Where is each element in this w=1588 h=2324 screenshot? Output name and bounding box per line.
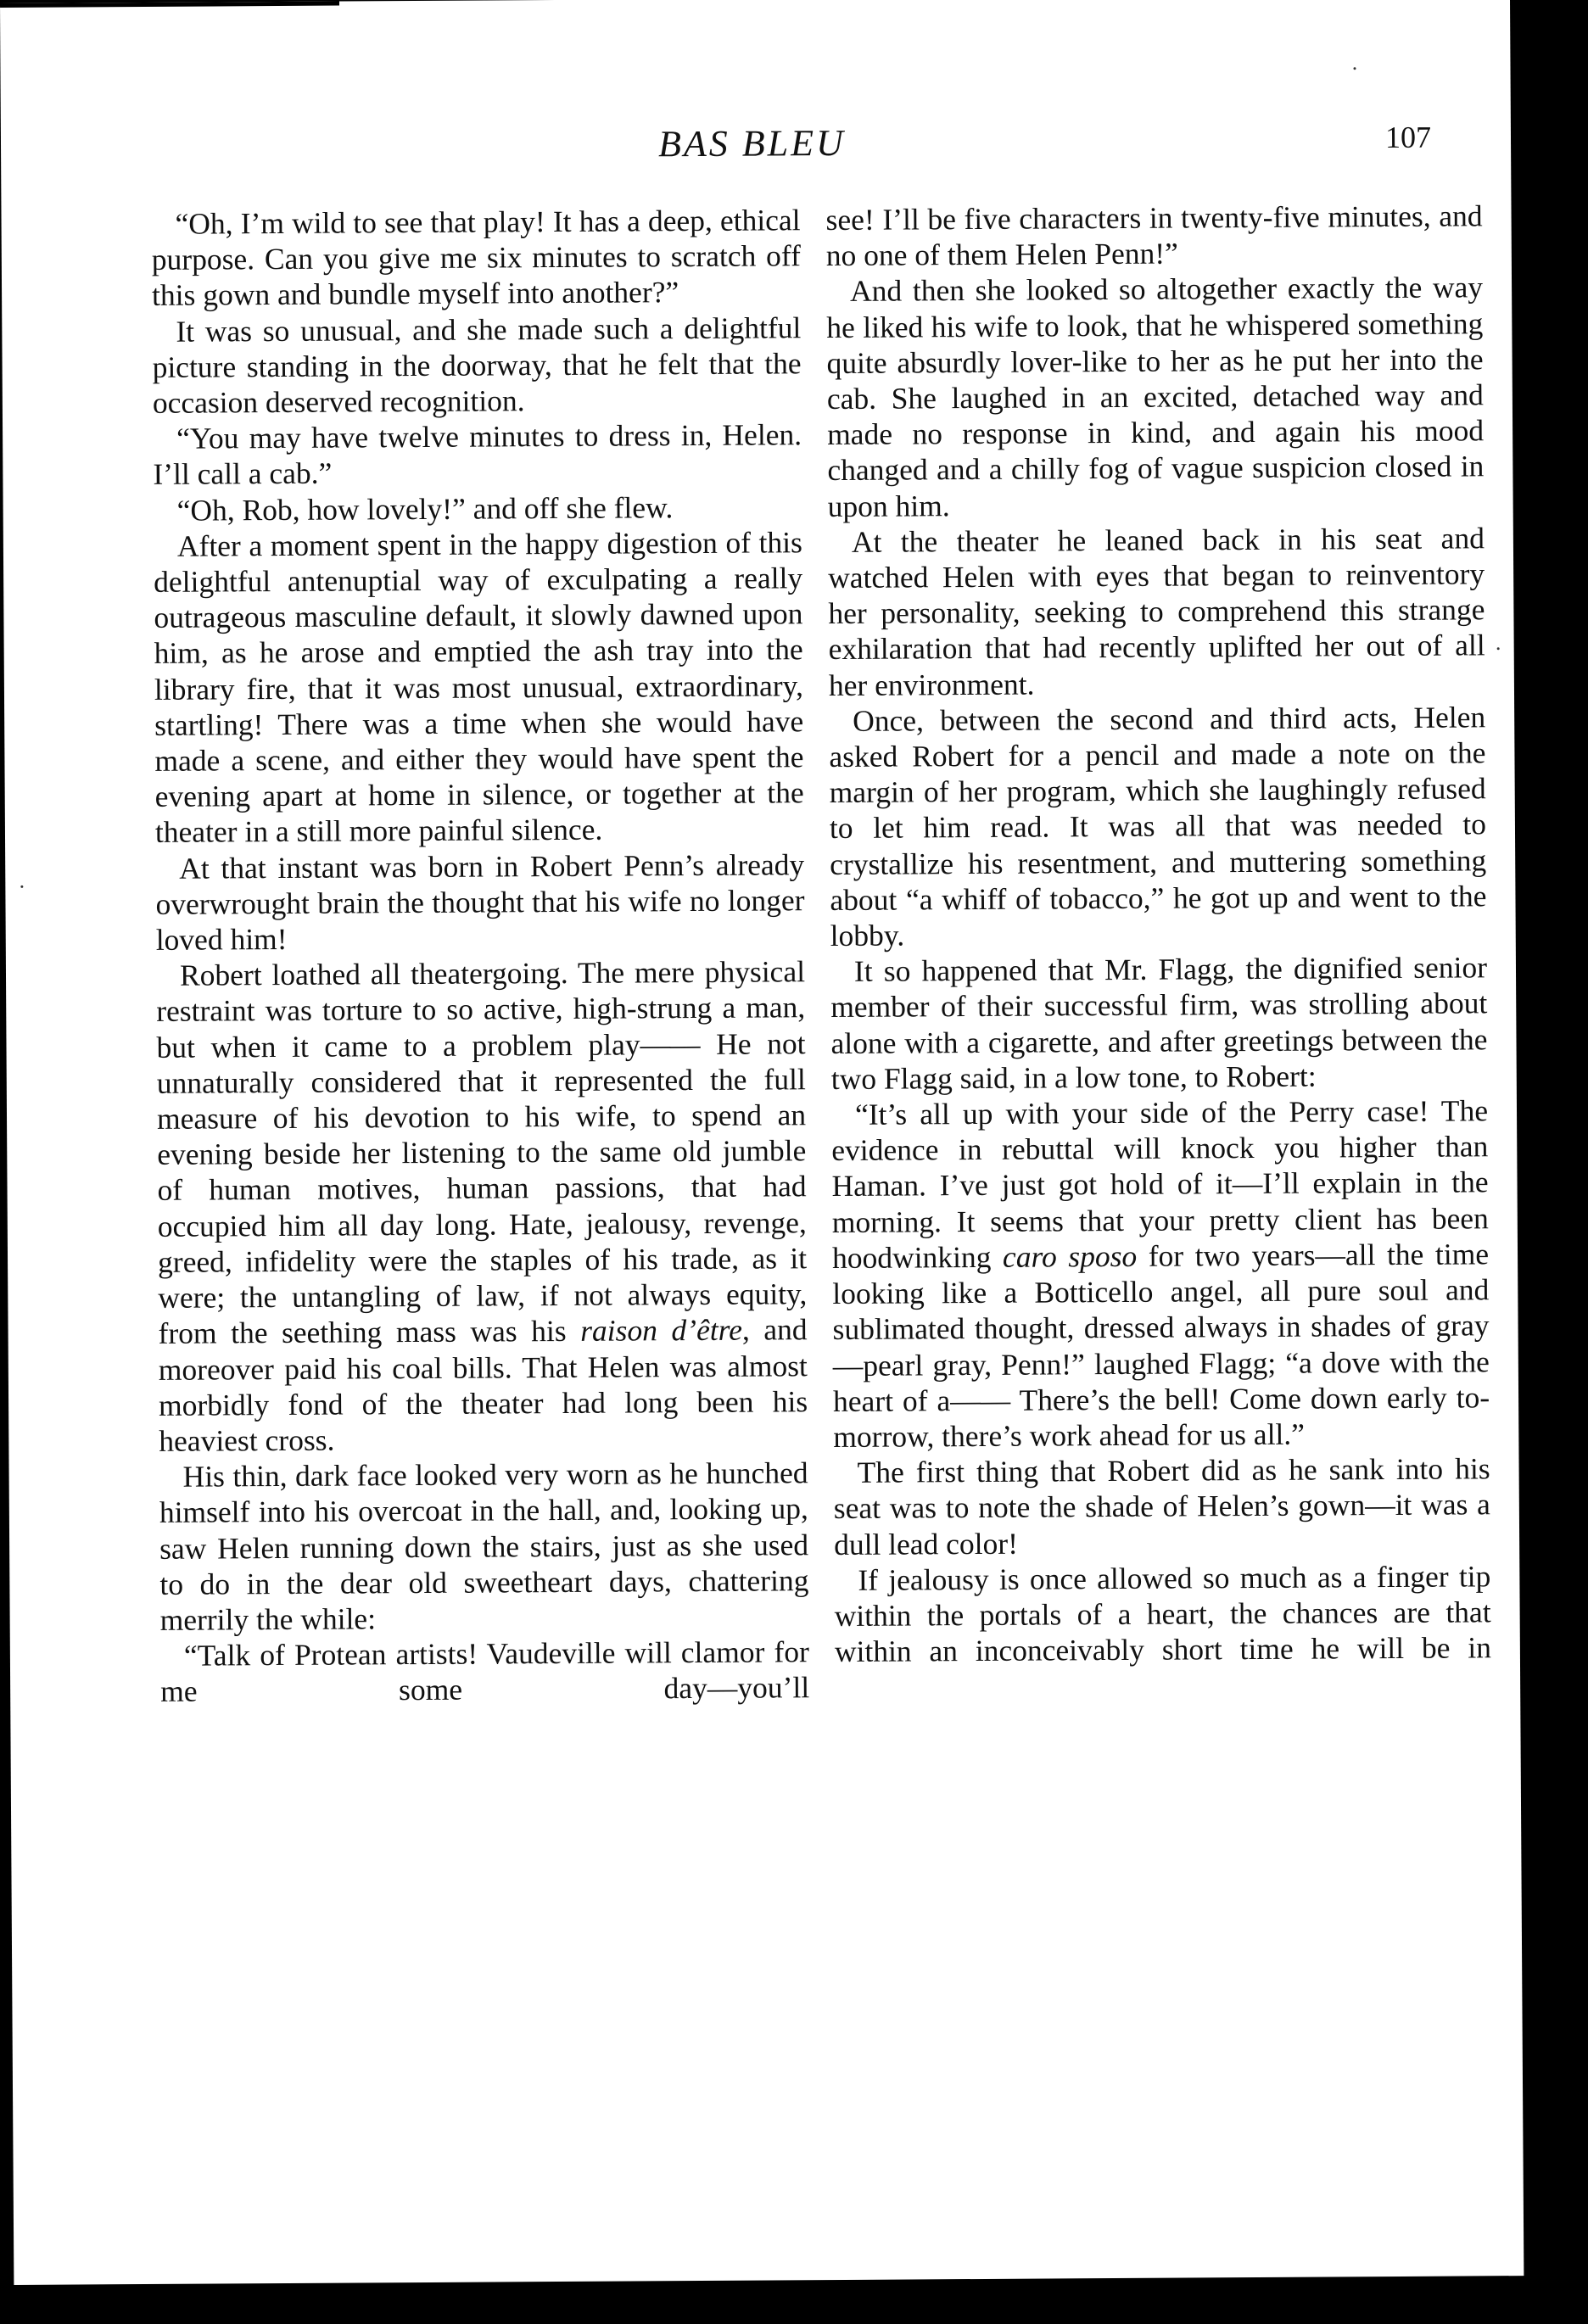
paragraph: At that instant was born in Robert Penn’s already overwrought brain the thought that his wife no longer loved him! [155, 846, 805, 957]
text-run: Robert loathed all theatergoing. The mere physical restraint was torture to so active, high-strung a man, but when it came to a problem play—— He not unnaturally considered that it represented the full measure of his devotion to his wife, to spend an evening beside her listening to the same old jumble of human motives, human passions, that had occupied him all day long. Hate, jealousy, revenge, greed, infidelity were the staples of his trade, as it were; the untangling of law, if not always equity, from the seething mass was his [156, 954, 808, 1351]
paragraph: His thin, dark face looked very worn as he hunched himself into his overcoat in the hall, and, looking up, saw Helen running down the stairs, just as she used to do in the dear old sweetheart days, chattering merrily the while: [159, 1455, 809, 1637]
italic-phrase: caro sposo [1002, 1238, 1138, 1274]
italic-phrase: raison d’être [580, 1312, 743, 1349]
scan-speck [1353, 67, 1356, 70]
page-header [1, 117, 1494, 177]
paragraph: The first thing that Robert did as he sank into his seat was to note the shade of Helen’s gown—it was a dull lead color! [833, 1451, 1490, 1561]
paragraph: After a moment spent in the happy digestion of this delightful antenuptial way of exculpating a really outrageous masculine default, it slowly dawned upon him, as he arose and emptied the ash tray into the library fire, that it was most unusual, extraordinary, startling! There was a time when she would have made a scene, and either they would have spent the evening apart at home in silence, or together at the theater in a still more painful silence. [154, 525, 804, 850]
running-title: BAS BLEU [657, 121, 846, 165]
paragraph: If jealousy is once allowed so much as a finger tip within the portals of a heart, the chances are that within an inconceivably short time he will be in [834, 1559, 1491, 1669]
text-run: , and moreover paid his coal bills. That Helen was almost morbidly fond of the theater had long been his heaviest cross. [158, 1312, 808, 1458]
paragraph: “Oh, Rob, how lovely!” and off she flew. [176, 489, 674, 528]
paragraph [831, 1092, 1490, 1455]
paragraph: It was so unusual, and she made such a delightful picture standing in the doorway, that he felt that the occasion deserved recognition. [152, 310, 802, 420]
left-column [151, 202, 809, 1709]
scan-border-right [1512, 0, 1588, 2313]
paragraph: And then she looked so altogether exactly the way he liked his wife to look, that he whispered something quite absurdly lover-like to her as he put her into the cab. She laughed in an excited, detached way and made no response in kind, and again his mood changed and a chilly fog of vague suspicion closed in upon him. [826, 270, 1485, 523]
text-run: for two years—all the time looking like a Botticello angel, all pure soul and sublimated thought, dressed always in shades of gray—pearl gray, Penn!” laughed Flagg; “a dove with the heart of a—— There’s the bell! Come down early to-morrow, there’s work ahead for us all.” [832, 1237, 1490, 1454]
text-run: “It’s all up with your side of the Perry case! The evidence in rebuttal will knock you higher than Haman. I’ve just got hold of it—I’ll explain in the morning. It seems that your pretty client has been hoodwinking [831, 1093, 1489, 1275]
paragraph: Once, between the second and third acts, Helen asked Robert for a pencil and made a note on the margin of her program, which she laughingly refused to let him read. It was all that was needed to crystallize his resentment, and muttering something about “a whiff of tobacco,” he got up and went to the lobby. [829, 700, 1487, 953]
paragraph: “Talk of Protean artists! Vaudeville will clamor for me some day—you’ll [160, 1634, 810, 1709]
paragraph-continued: see! I’ll be five characters in twenty-five minutes, and no one of them Helen Penn!” [825, 198, 1483, 273]
scan-speck [20, 885, 23, 888]
paragraph: At the theater he leaned back in his seat and watched Helen with eyes that began to reinventory her personality, seeking to comprehend this strange exhilaration that had recently uplifted her out of all her environment. [828, 521, 1485, 702]
scan-border-top [0, 2, 339, 8]
page-number: 107 [1384, 120, 1432, 155]
paragraph: “You may have twelve minutes to dress in, Helen. I’ll call a cab.” [153, 417, 802, 492]
scan-speck [1497, 647, 1500, 650]
paragraph: It so happened that Mr. Flagg, the dignified senior member of their successful firm, was strolling about alone with a cigarette, and after greetings between the two Flagg said, in a low tone, to Robert: [830, 950, 1488, 1096]
right-column [825, 198, 1491, 1669]
paragraph [156, 953, 808, 1459]
scan-border-bottom [0, 2290, 1588, 2324]
paragraph: “Oh, I’m wild to see that play! It has a deep, ethical purpose. Can you give me six minutes to scratch off this gown and bundle myself into another?” [151, 203, 801, 313]
